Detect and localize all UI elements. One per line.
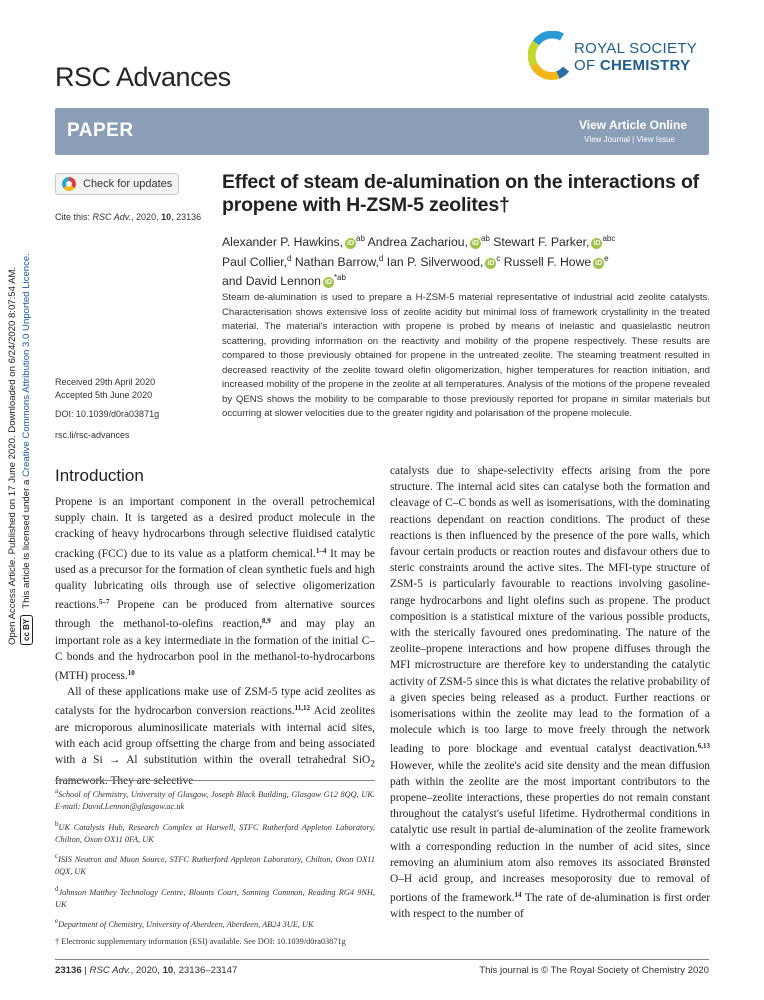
orcid-icon[interactable]: iD xyxy=(324,279,332,286)
abstract: Steam de-alumination is used to prepare a H-ZSM-5 material representative of industrial acid zeolite catalysts. Characterisation shows extensive loss of zeolite acidity but minimal loss of framework crystallinity in the treated material. The material's interaction with propene is probed by means of inelastic and quasielastic neutron scattering, providing information on the reactivity and mobility of the propene respectively. These results are compared to those previously obtained for propene in the untreated zeolite. The steaming treatment resulted in decreased reactivity of the zeolite toward olefin oligomerization, higher temperatures for reaction initiation, and increased mobility of the propene in the zeolite at all temperatures. Analysis of the motions of the propene revealed by QENS shows the mobility to be comparable to those previously reported for propane in similar materials but occurring at slower velocities due to the greater rigidity and polarisation of the propene molecule. xyxy=(222,292,710,419)
footer-sep: | xyxy=(81,965,90,976)
aff-sup: a xyxy=(55,788,59,795)
cite-year: , 2020, xyxy=(131,212,162,222)
ref-link[interactable]: 5–7 xyxy=(98,598,110,607)
affiliation-c xyxy=(55,851,375,879)
section-heading-introduction: Introduction xyxy=(55,466,144,485)
doi[interactable]: DOI: 10.1039/d0ra03871g xyxy=(55,409,160,419)
author-affiliation-sup: ab xyxy=(480,234,490,243)
aff-sup: e xyxy=(55,918,59,926)
p1-text-b: It may be used as a precursor for the formation of clean synthetic fuels and high quality lubricating oils through use of selective oligomerization reactions. xyxy=(55,547,375,612)
article-type-label: PAPER xyxy=(67,120,134,141)
author-affiliation-sup: abc xyxy=(602,234,616,243)
orcid-icon[interactable]: iD xyxy=(593,240,601,247)
orcid-icon[interactable]: iD xyxy=(595,259,603,267)
view-links xyxy=(584,135,675,144)
journal-url[interactable]: rsc.li/rsc-advances xyxy=(55,430,130,440)
author-name: Nathan Barrow, xyxy=(294,254,379,269)
aff-text: Department of Chemistry, University of Aberdeen, Aberdeen, AB24 3UE, UK xyxy=(58,920,314,930)
aff-text: UK Catalysis Hub, Research Complex at Harwell, STFC Rutherford Appleton Laboratory, Chilton, Oxon OX11 0FA, UK xyxy=(55,822,375,844)
p2-text-b: Acid zeolites are microporous aluminosilicate materials with internal acid sites, with each acid group offsetting the charge from and being associated with a Si → Al substitution within the overall tetrahedral SiO xyxy=(55,705,375,767)
author-name: Stewart F. Parker, xyxy=(493,235,590,249)
affiliation-a xyxy=(55,786,375,814)
check-updates-label: Check for updates xyxy=(83,178,173,190)
accepted-date: Accepted 5th June 2020 xyxy=(55,390,153,400)
license-line-1: Open Access Article. Published on 17 June 2020. Downloaded on 6/24/2020 8:07:54 AM. xyxy=(7,266,18,645)
received-date: Received 29th April 2020 xyxy=(55,377,156,387)
footer-year: , 2020, xyxy=(130,965,163,976)
footer-journal: RSC Adv. xyxy=(89,965,131,976)
author[interactable] xyxy=(368,235,490,249)
logo-line-2 xyxy=(574,57,690,74)
ref-link[interactable]: 14 xyxy=(514,891,522,900)
license-strip xyxy=(6,5,40,645)
aff-sup: d xyxy=(55,885,59,893)
author-list xyxy=(222,231,712,290)
footer-divider xyxy=(55,959,709,960)
p2-text-c: framework. They are selective xyxy=(55,774,194,787)
logo-chemistry: CHEMISTRY xyxy=(599,57,691,74)
body-column-left xyxy=(55,494,375,789)
author[interactable] xyxy=(222,274,346,288)
author-affiliation-sup: e xyxy=(604,253,609,263)
cite-journal: RSC Adv. xyxy=(92,212,132,222)
footer-pages: , 23136–23147 xyxy=(173,965,238,976)
check-for-updates-button[interactable] xyxy=(55,173,179,195)
rsc-logo-icon xyxy=(528,31,570,81)
footer-citation xyxy=(55,965,237,976)
crossmark-icon xyxy=(62,177,76,191)
author-affiliation-sup: *ab xyxy=(333,273,346,282)
orcid-icon[interactable]: iD xyxy=(471,240,479,247)
aff-sup: b xyxy=(55,820,59,828)
paragraph-1 xyxy=(55,494,375,684)
p3-text-c: The rate of de-alumination is first order with respect to the number of xyxy=(390,892,710,921)
author[interactable] xyxy=(222,255,291,269)
view-sep: | xyxy=(632,135,635,144)
cite-label: Cite this: xyxy=(55,212,91,222)
author-name: Paul Collier, xyxy=(222,254,288,269)
ref-link[interactable]: 10 xyxy=(127,669,135,678)
author-name: Andrea Zachariou, xyxy=(367,235,468,249)
author[interactable] xyxy=(387,255,501,269)
affiliation-b xyxy=(55,819,375,847)
author[interactable] xyxy=(222,235,365,249)
affiliation-d xyxy=(55,884,375,912)
article-title: Effect of steam de-alumination on the interactions of propene with H-ZSM-5 zeolites† xyxy=(222,171,699,216)
aff-text: Johnson Matthey Technology Centre, Blounts Court, Sonning Common, Reading RG4 9NH, UK xyxy=(55,887,375,909)
license-line-2: This article is licensed under a xyxy=(20,479,32,609)
cite-volume: 10 xyxy=(161,212,172,222)
author-name: Russell F. Howe xyxy=(503,254,592,269)
author-affiliation-sup: c xyxy=(496,253,501,263)
journal-title: RSC Advances xyxy=(55,62,231,92)
view-issue-link[interactable]: View Issue xyxy=(636,135,675,144)
author-name: and David Lennon xyxy=(222,274,321,288)
p3-text-a: catalysts due to shape-selectivity effects arising from the pore structure. The internal acid sites can catalyse both the formation and cleavage of C–C bonds as well as isomerisations, with the dominating reactions dependant on reaction conditions. The product of these reactions is then influenced by the presence of the pore walls, which favour certain products or reaction routes and disfavour others due to steric constraints around the active sites. The MFI-type structure of ZSM-5 is particularly favourable to reactions involving gasoline-range hydrocarbons and light olefins such as propene. The product composition is a statistical mixture of the various possible products, with the sterically favoured ones predominating. The nature of the zeolite–propene interactions and how propene diffuses through the MFI microstructure are therefore key to understanding the catalytic activity of ZSM-5 since this is what dictates the relative probability of a given species being released as a product. Further reactions or isomerisations within the zeolite may lead to the formation of a molecule which is too large to move freely through the network leading to pore blockage and eventual catalyst deactivation. xyxy=(390,465,710,756)
ref-link[interactable]: 1–4 xyxy=(315,546,327,555)
cite-this xyxy=(55,211,201,225)
author[interactable] xyxy=(493,235,615,249)
footer-copyright: This journal is © The Royal Society of Chemistry 2020 xyxy=(479,965,709,976)
author-name: Alexander P. Hawkins, xyxy=(222,235,344,249)
affiliation-e xyxy=(55,916,375,931)
aff-text: School of Chemistry, University of Glasgow, Joseph Black Building, Glasgow G12 8QQ, UK. E-mail: David.Lennon@glasgow.ac.uk xyxy=(55,789,375,812)
p3-text-b: However, while the zeolite's acid site density and the mean diffusion path within the zeolite are the most important contributors to the propene–zeolite interactions, these properties do not remain constant throughout the catalyst's useful lifetime. Hydrothermal conditions in catalytic use result in partial de-alumination of the zeolite framework with a corresponding reduction in the number of acid sites, since removing an aluminium atom also removes its associated Brønsted O–H acid group, and increases mesoporosity due to removal of portions of the framework. xyxy=(390,759,710,905)
rsc-logo[interactable] xyxy=(528,31,718,83)
author-name: Ian P. Silverwood, xyxy=(386,254,484,269)
ref-link[interactable]: 8,9 xyxy=(262,617,271,626)
orcid-icon[interactable]: iD xyxy=(487,259,495,267)
body-column-right xyxy=(390,463,710,923)
p1-text-c: Propene can be produced from alternative sources through the methanol-to-olefins reaction, xyxy=(55,599,375,631)
p1-text-a: Propene is an important component in the overall petrochemical supply chain. It is targeted as a desired product molecule in the cracking of heavy hydrocarbons through selective fluidised catalytic cracking (FCC) due to its value as a platform chemical. xyxy=(55,496,375,560)
logo-line-1: ROYAL SOCIETY xyxy=(574,40,698,57)
footnote-divider xyxy=(55,780,375,781)
p2-subscript: 2 xyxy=(370,759,375,770)
aff-sup: c xyxy=(55,853,59,861)
page-number: 23136 xyxy=(55,965,82,976)
cite-pages: , 23136 xyxy=(171,212,202,222)
view-journal-link[interactable]: View Journal xyxy=(584,135,630,144)
paragraph-3 xyxy=(390,463,710,923)
footer-volume: 10 xyxy=(162,965,174,976)
author-affiliation-sup: d xyxy=(287,253,292,263)
orcid-icon[interactable]: iD xyxy=(347,240,355,247)
logo-of: OF xyxy=(574,57,600,74)
author-affiliation-sup: d xyxy=(378,253,384,263)
p1-text-d: and may play an important role as a key intermediate in the formation of the initial C–C bonds and the hydrocarbon pool in the methanol-to-hydrocarbons (MTH) process. xyxy=(55,618,375,683)
article-type-banner xyxy=(55,108,709,155)
cc-license-icon[interactable]: cc BY xyxy=(20,615,33,645)
ref-link[interactable]: 11,12 xyxy=(294,704,311,713)
author[interactable] xyxy=(504,255,609,269)
license-link[interactable]: Creative Commons Attribution 3.0 Unported Licence. xyxy=(20,253,32,478)
paragraph-2 xyxy=(55,684,375,789)
view-article-online-link[interactable]: View Article Online xyxy=(578,118,687,132)
author[interactable] xyxy=(295,255,383,269)
ref-link[interactable]: 6,13 xyxy=(697,742,710,751)
affiliations-footnotes xyxy=(55,786,375,954)
esi-note: † Electronic supplementary information (ESI) available. See DOI: 10.1039/d0ra03871g xyxy=(55,937,346,947)
author-affiliation-sup: ab xyxy=(356,234,365,243)
aff-text: ISIS Neutron and Muon Source, STFC Rutherford Appleton Laboratory, Chilton, Oxon OX11 0QX, UK xyxy=(55,854,375,877)
p2-text-a: All of these applications make use of ZSM-5 type acid zeolites as catalysts for the hydrocarbon conversion reactions. xyxy=(55,686,375,718)
